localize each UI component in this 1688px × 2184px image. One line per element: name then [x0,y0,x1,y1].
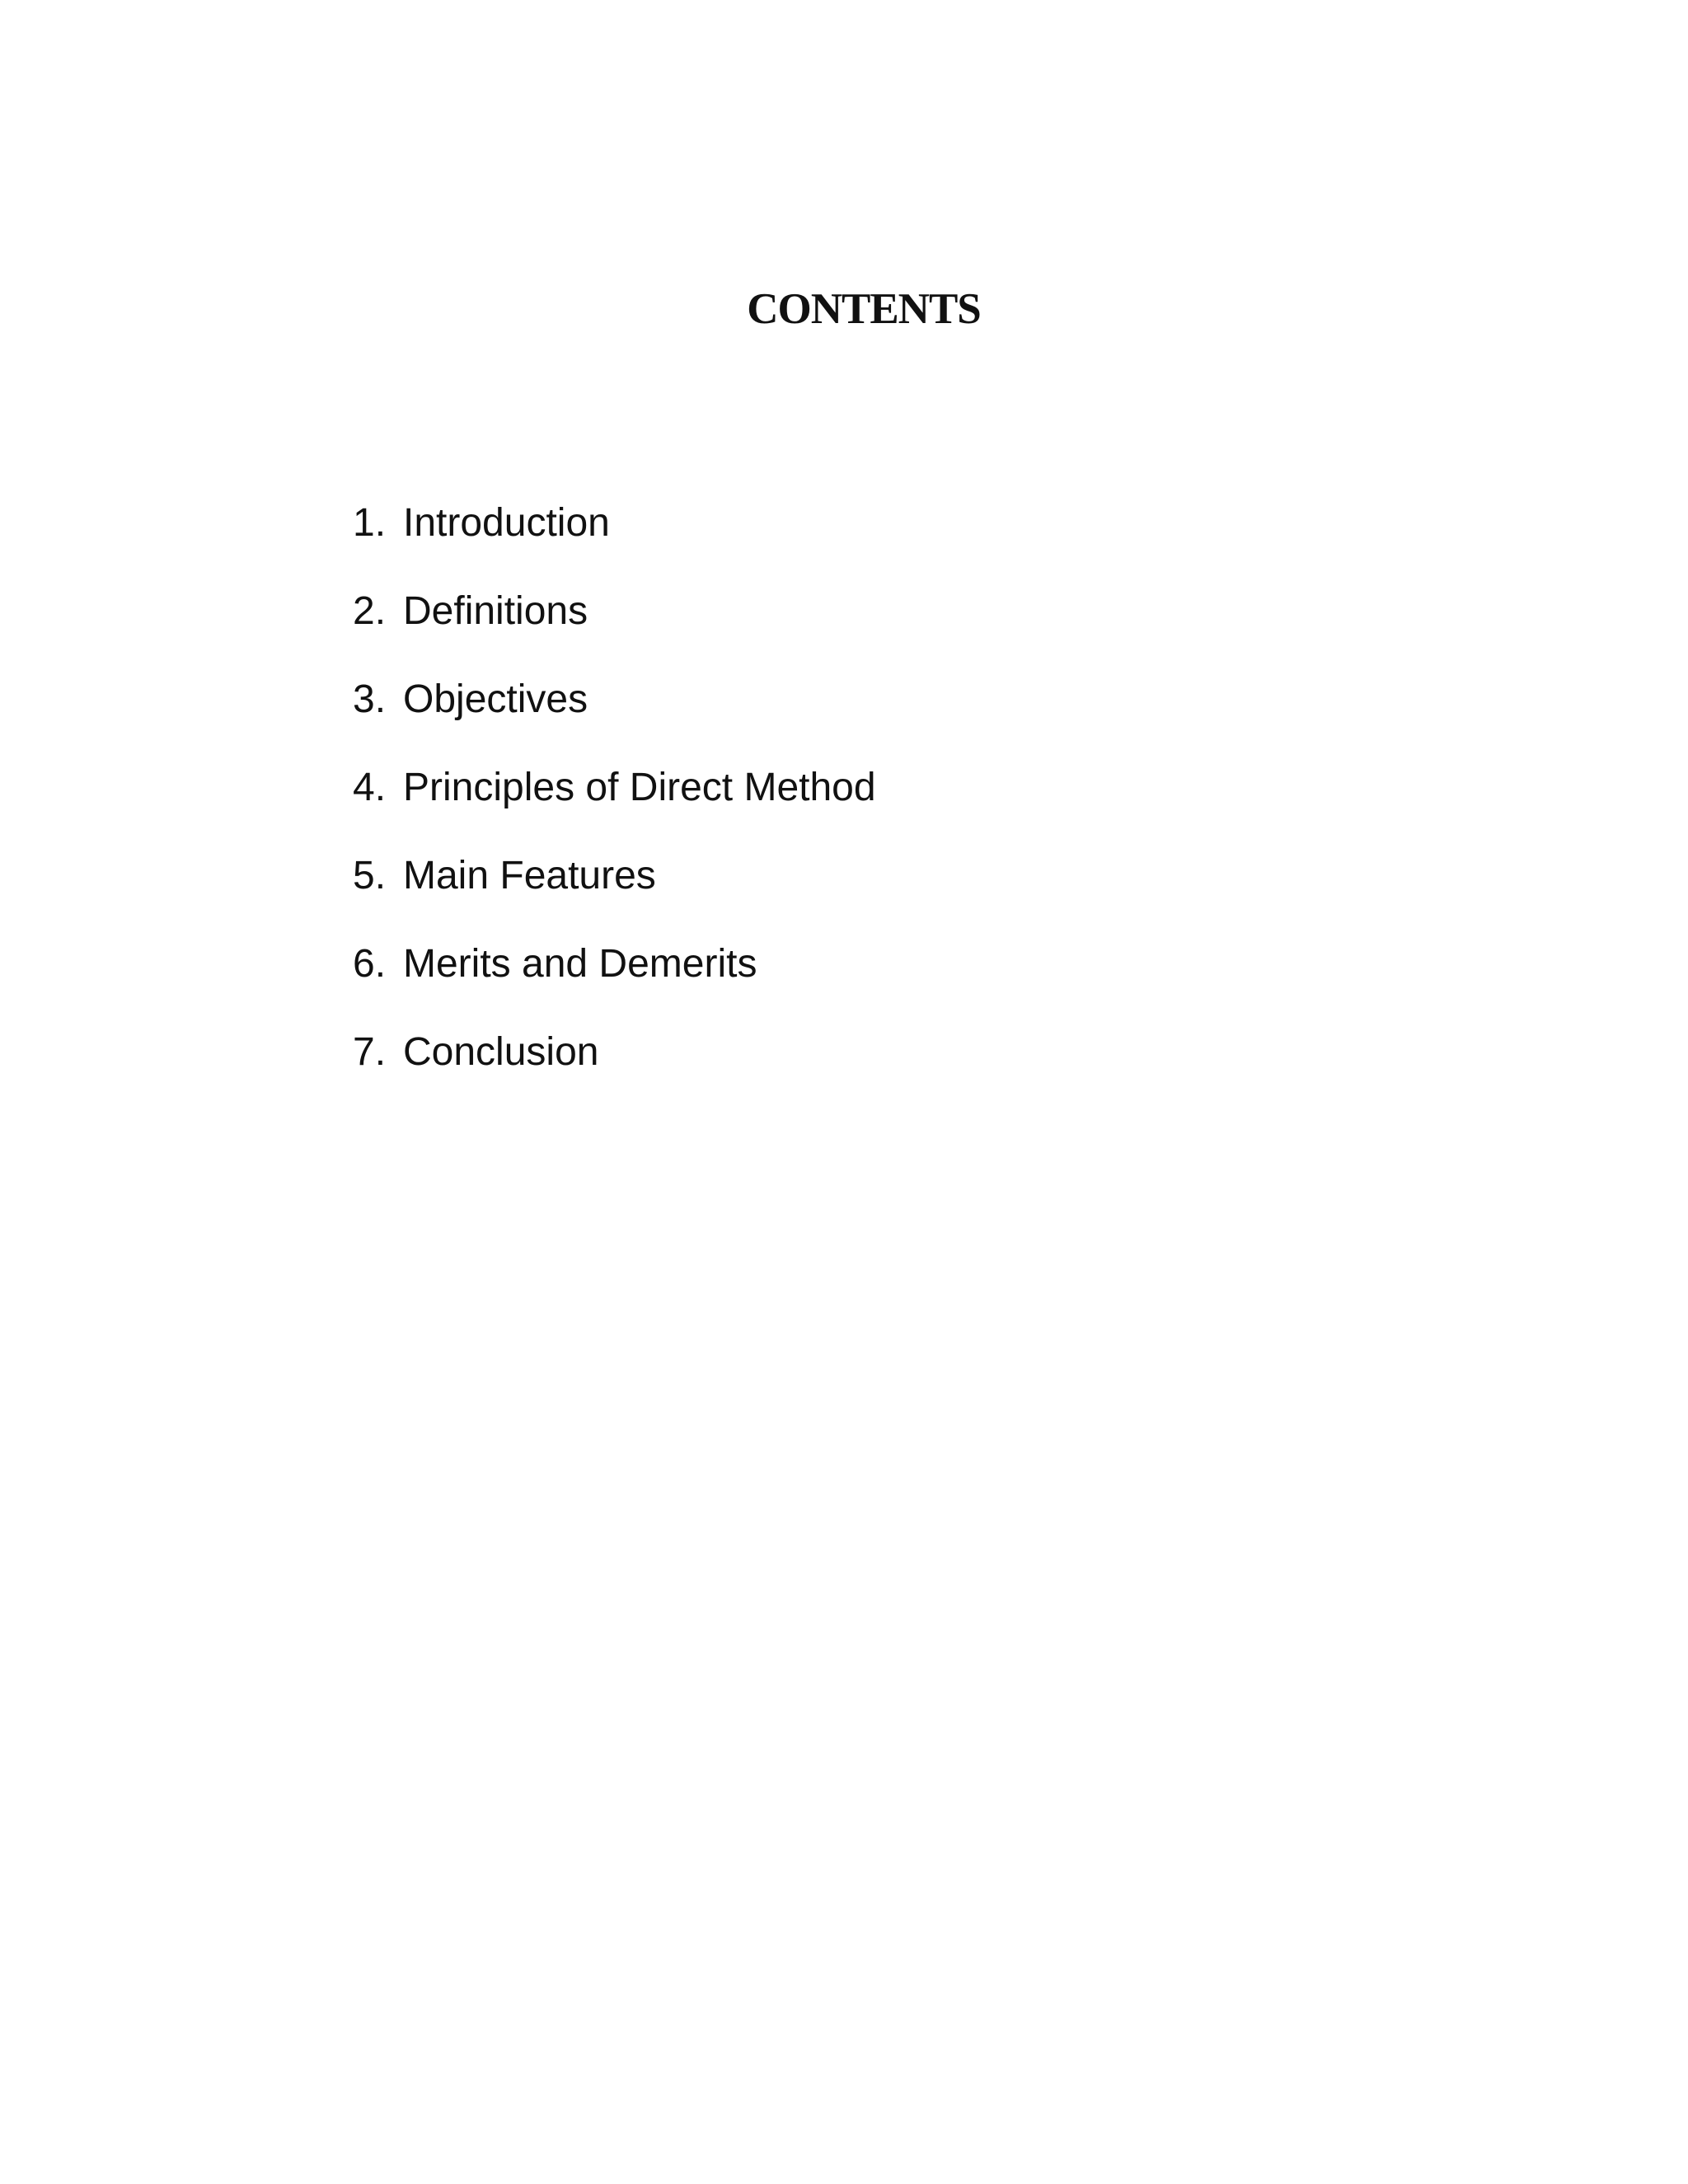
table-of-contents [353,494,876,1112]
toc-item-number: 4. [353,766,387,809]
toc-item-merits-demerits [353,935,876,1024]
page-title: CONTENTS [747,285,981,333]
toc-item-principles [353,759,876,847]
toc-item-label: Objectives [403,677,588,721]
toc-item-number: 6. [353,942,387,986]
toc-item-label: Main Features [403,854,656,898]
toc-item-label: Merits and Demerits [403,942,757,986]
toc-item-label: Principles of Direct Method [403,766,876,809]
toc-item-number: 1. [353,501,387,545]
toc-item-number: 2. [353,589,387,633]
toc-item-introduction [353,494,876,583]
toc-item-label: Definitions [403,589,588,633]
toc-item-label: Introduction [403,501,610,545]
toc-item-label: Conclusion [403,1030,599,1074]
toc-item-number: 7. [353,1030,387,1074]
toc-item-main-features [353,847,876,935]
toc-item-conclusion [353,1024,876,1112]
toc-item-objectives [353,671,876,759]
toc-item-definitions [353,583,876,671]
toc-item-number: 5. [353,854,387,898]
toc-item-number: 3. [353,677,387,721]
